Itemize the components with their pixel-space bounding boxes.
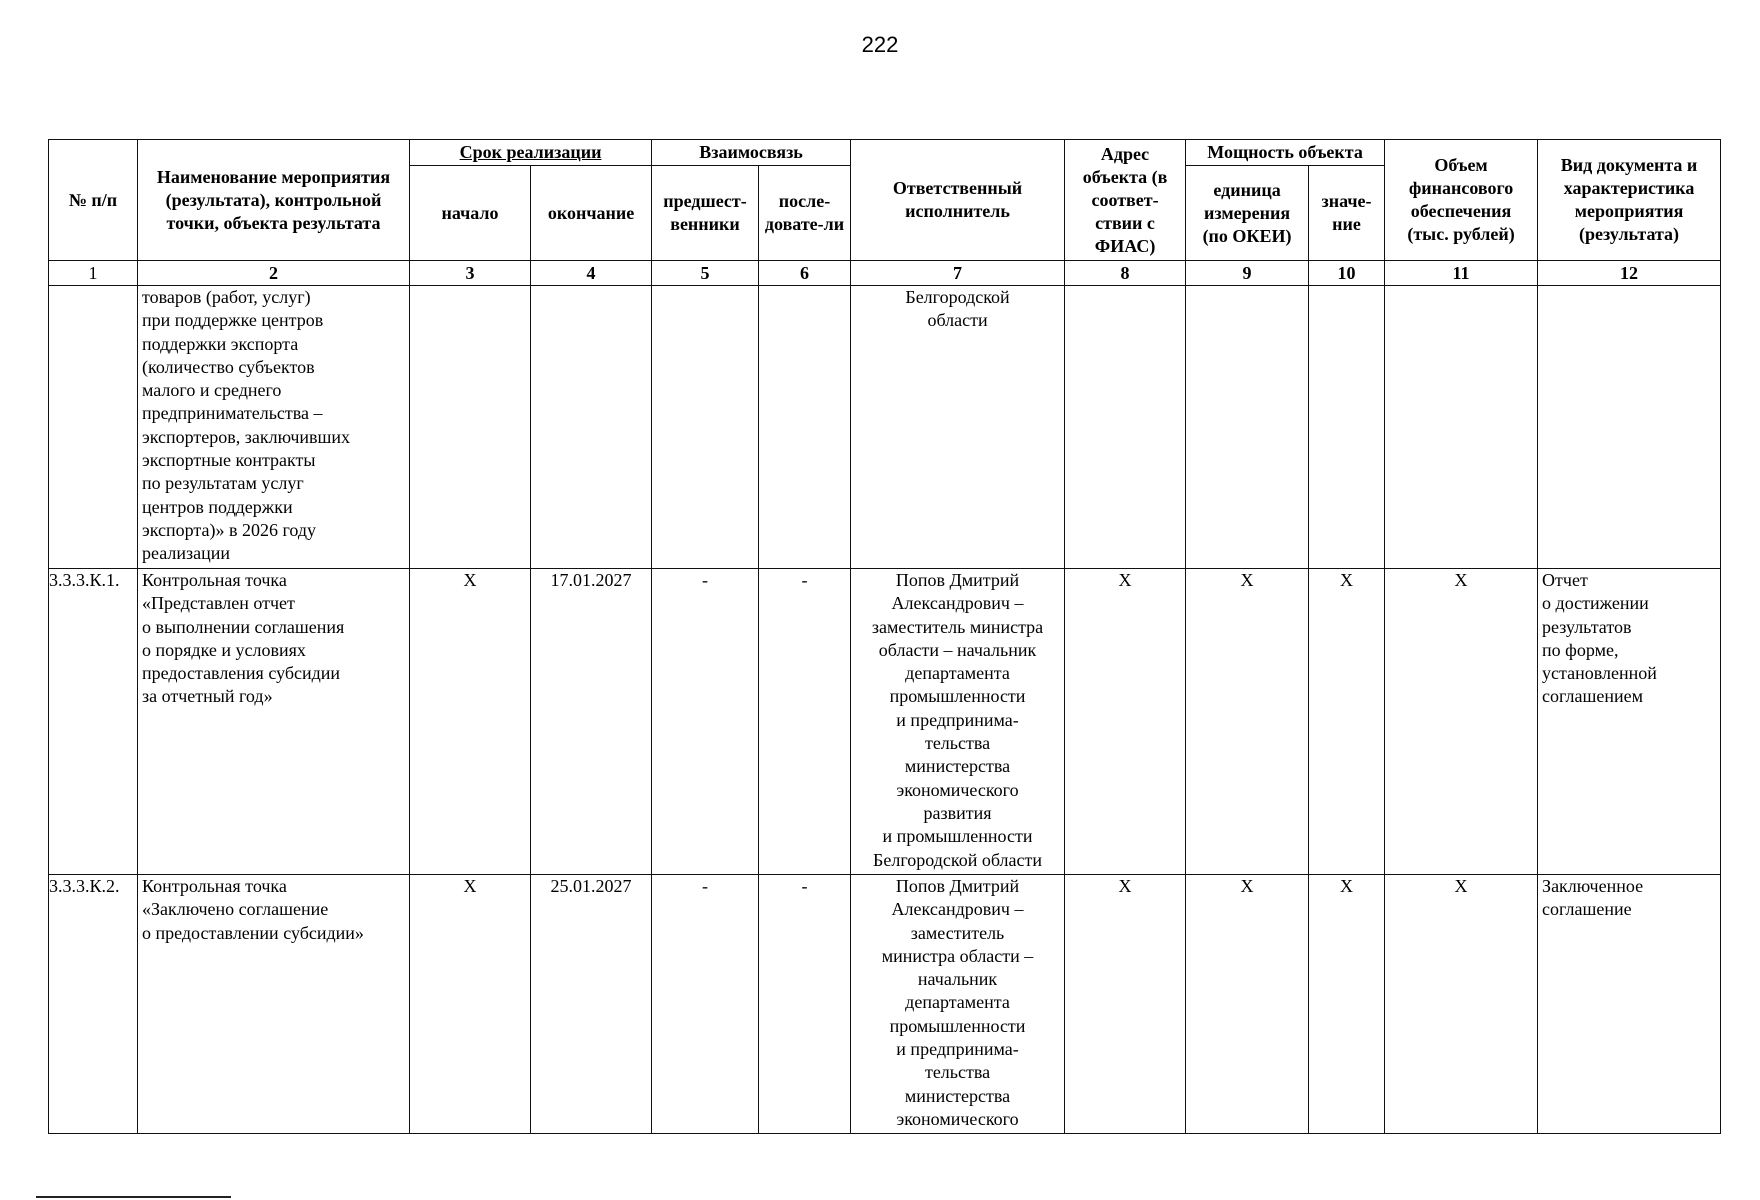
row-start bbox=[410, 286, 531, 569]
column-number: 2 bbox=[138, 261, 410, 286]
column-number: 1 bbox=[49, 261, 138, 286]
header-num: № п/п bbox=[49, 140, 138, 261]
column-number: 5 bbox=[652, 261, 759, 286]
page-number: 222 bbox=[861, 32, 899, 57]
row-executor: Белгородской области bbox=[851, 286, 1065, 569]
row-document bbox=[1538, 286, 1721, 569]
row-number bbox=[49, 286, 138, 569]
row-executor: Попов Дмитрий Александрович – заместитель министра области – начальник департамента промышленности и предпринима- тельства министерства экономического bbox=[851, 875, 1065, 1134]
column-number: 9 bbox=[1186, 261, 1309, 286]
table-row bbox=[49, 875, 1721, 1134]
row-predecessors: - bbox=[652, 569, 759, 875]
row-name: Контрольная точка «Представлен отчет о выполнении соглашения о порядке и условиях предоставления субсидии за отчетный год» bbox=[138, 569, 410, 875]
row-finance bbox=[1385, 286, 1538, 569]
column-number-row bbox=[49, 261, 1721, 286]
table-row bbox=[49, 286, 1721, 569]
row-value: Х bbox=[1309, 875, 1385, 1134]
header-name: Наименование мероприятия (результата), контрольной точки, объекта результата bbox=[138, 140, 410, 261]
header-finance: Объем финансового обеспечения (тыс. рублей) bbox=[1385, 140, 1538, 261]
header-row-1 bbox=[49, 140, 1721, 166]
row-value: Х bbox=[1309, 569, 1385, 875]
row-unit: Х bbox=[1186, 875, 1309, 1134]
row-successors: - bbox=[759, 569, 851, 875]
row-predecessors: - bbox=[652, 875, 759, 1134]
row-value bbox=[1309, 286, 1385, 569]
row-address: Х bbox=[1065, 569, 1186, 875]
column-number: 7 bbox=[851, 261, 1065, 286]
row-end: 17.01.2027 bbox=[531, 569, 652, 875]
row-finance: Х bbox=[1385, 875, 1538, 1134]
header-capacity-unit: единица измерения (по ОКЕИ) bbox=[1186, 166, 1309, 261]
row-successors: - bbox=[759, 875, 851, 1134]
row-address bbox=[1065, 286, 1186, 569]
header-capacity-value: значе-ние bbox=[1309, 166, 1385, 261]
header-period-end: окончание bbox=[531, 166, 652, 261]
column-number: 10 bbox=[1309, 261, 1385, 286]
header-link: Взаимосвязь bbox=[652, 140, 851, 166]
row-document: Заключенное соглашение bbox=[1538, 875, 1721, 1134]
row-start: Х bbox=[410, 569, 531, 875]
plan-table bbox=[48, 139, 1721, 1134]
footer-rule bbox=[36, 1196, 231, 1198]
row-start: Х bbox=[410, 875, 531, 1134]
row-successors bbox=[759, 286, 851, 569]
header-address: Адрес объекта (в соответ-ствии с ФИАС) bbox=[1065, 140, 1186, 261]
row-finance: Х bbox=[1385, 569, 1538, 875]
row-number: 3.3.3.К.1. bbox=[49, 569, 138, 875]
column-number: 11 bbox=[1385, 261, 1538, 286]
row-document: Отчет о достижении результатов по форме, установленной соглашением bbox=[1538, 569, 1721, 875]
header-executor: Ответственный исполнитель bbox=[851, 140, 1065, 261]
column-number: 4 bbox=[531, 261, 652, 286]
header-period: Срок реализации bbox=[410, 140, 652, 166]
header-link-pred: предшест-венники bbox=[652, 166, 759, 261]
header-link-succ: после-довате-ли bbox=[759, 166, 851, 261]
row-end: 25.01.2027 bbox=[531, 875, 652, 1134]
row-name: товаров (работ, услуг) при поддержке центров поддержки экспорта (количество субъектов малого и среднего предпринимательства – экспортеров, заключивших экспортные контракты по результатам услуг центров поддержки экспорта)» в 2026 году реализации bbox=[138, 286, 410, 569]
row-name: Контрольная точка «Заключено соглашение о предоставлении субсидии» bbox=[138, 875, 410, 1134]
column-number: 3 bbox=[410, 261, 531, 286]
header-period-start: начало bbox=[410, 166, 531, 261]
header-capacity: Мощность объекта bbox=[1186, 140, 1385, 166]
row-executor: Попов Дмитрий Александрович – заместитель министра области – начальник департамента промышленности и предпринима- тельства министерства экономического развития и промышленности Белгородской области bbox=[851, 569, 1065, 875]
row-unit bbox=[1186, 286, 1309, 569]
table-row bbox=[49, 569, 1721, 875]
row-address: Х bbox=[1065, 875, 1186, 1134]
row-number: 3.3.3.К.2. bbox=[49, 875, 138, 1134]
header-doc-type: Вид документа и характеристика мероприятия (результата) bbox=[1538, 140, 1721, 261]
column-number: 6 bbox=[759, 261, 851, 286]
column-number: 8 bbox=[1065, 261, 1186, 286]
row-end bbox=[531, 286, 652, 569]
column-number: 12 bbox=[1538, 261, 1721, 286]
row-unit: Х bbox=[1186, 569, 1309, 875]
row-predecessors bbox=[652, 286, 759, 569]
